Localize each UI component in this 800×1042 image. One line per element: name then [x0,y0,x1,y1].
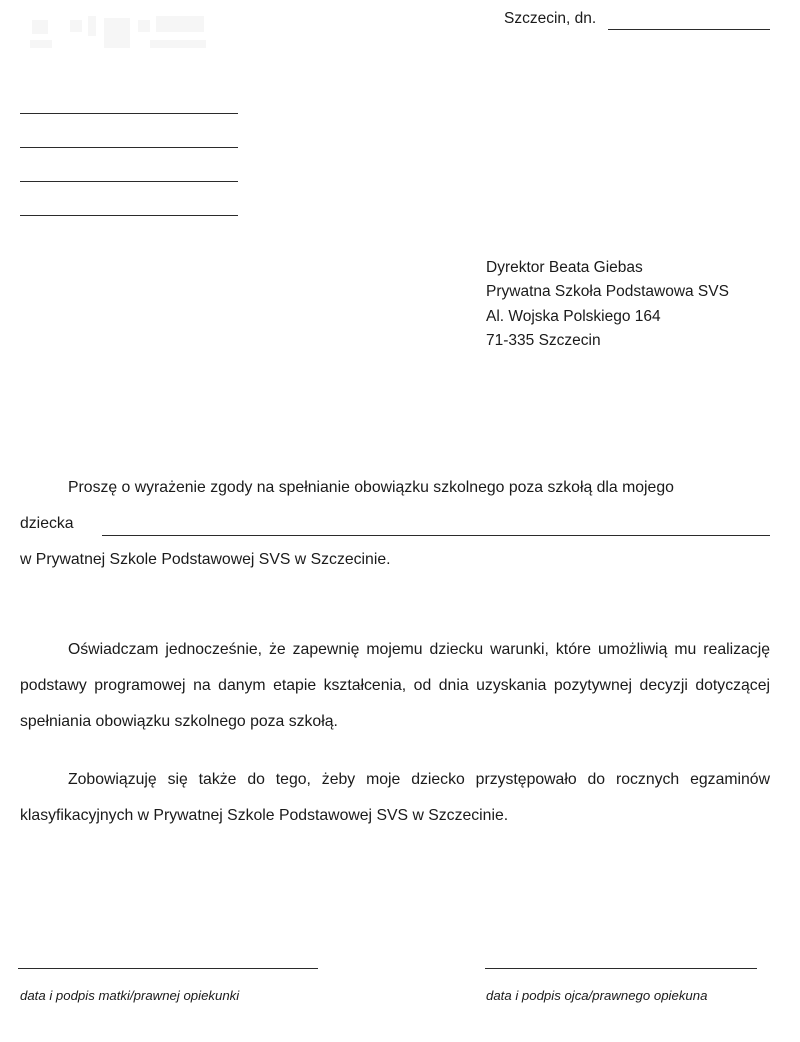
paragraph-spacer-2 [20,740,770,762]
recipient-line-2: Prywatna Szkoła Podstawowa SVS [486,283,729,301]
sender-line-4[interactable] [20,215,238,216]
paragraph-1-line-1: Proszę o wyrażenie zgody na spełnianie obowiązku szkolnego poza szkołą dla mojego [68,479,674,496]
father-signature-line[interactable] [485,968,757,969]
paragraph-2: Oświadczam jednocześnie, że zapewnię mojemu dziecku warunki, które umożliwią mu realizację podstawy programowej na danym etapie kształcenia, od dnia uzyskania pozytywnej decyzji dotyczącej spełniania obowiązku szkolnego poza szkołą. [20,641,770,730]
paragraph-spacer-1 [20,578,770,632]
sender-address-lines [20,113,238,216]
recipient-line-3: Al. Wojska Polskiego 164 [486,307,661,325]
date-fill-line[interactable] [608,29,770,30]
signature-area [0,962,800,1022]
letter-body [20,470,770,834]
child-name-row [20,506,770,542]
date-label: Szczecin, dn. [504,10,597,27]
paragraph-1-line-3: w Prywatnej Szkole Podstawowej SVS w Szczecinie. [20,551,391,568]
recipient-line-1: Dyrektor Beata Giebas [486,259,643,276]
father-signature-caption: data i podpis ojca/prawnego opiekuna [486,988,708,1003]
mother-signature-caption: data i podpis matki/prawnej opiekunki [20,988,240,1003]
child-name-fill-line[interactable] [102,535,770,536]
paragraph-3: Zobowiązuję się także do tego, żeby moje dziecko przystępowało do rocznych egzaminów klasyfikacyjnych w Prywatnej Szkole Podstawowej SVS w Szczecinie. [20,771,770,824]
recipient-line-4: 71-335 Szczecin [486,332,601,350]
mother-signature-line[interactable] [18,968,318,969]
sender-line-1[interactable] [20,113,238,114]
date-row [0,8,800,32]
sender-line-3[interactable] [20,181,238,182]
child-label: dziecka [20,515,74,532]
recipient-block [486,256,729,354]
sender-line-2[interactable] [20,147,238,148]
